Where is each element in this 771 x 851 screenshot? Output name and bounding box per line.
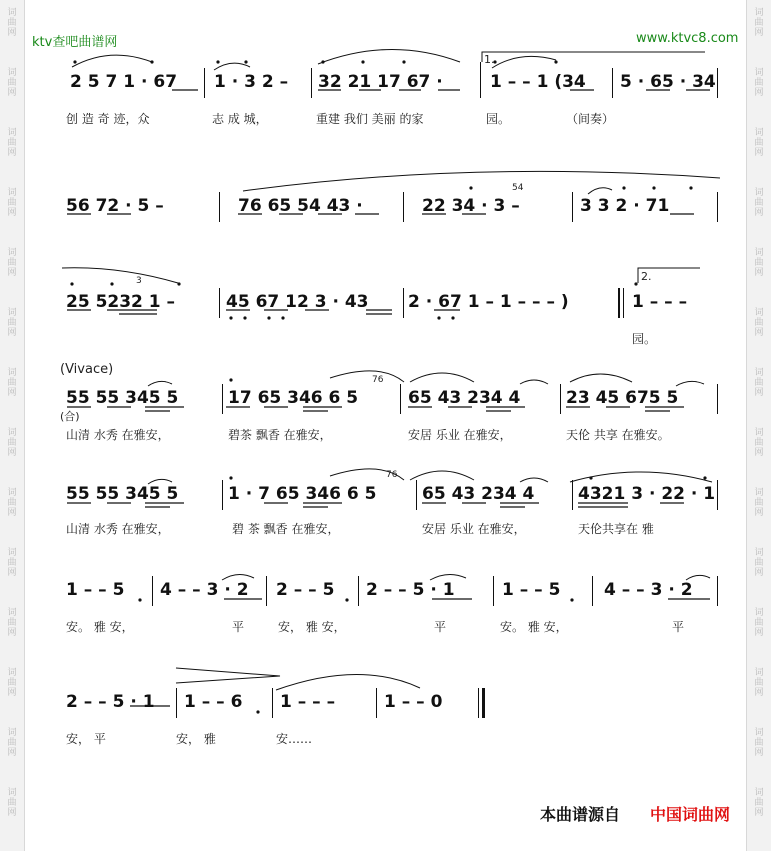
- bar-line: [219, 288, 220, 318]
- source-site-link[interactable]: 中国词曲网: [650, 805, 731, 824]
- note-group: 17 65 346 6 5: [228, 388, 359, 408]
- watermark-text: 词 曲 网: [754, 128, 764, 158]
- lyric: 重建 我们 美丽 的家: [316, 112, 424, 126]
- lyric: 安居 乐业 在雅安，: [408, 428, 512, 442]
- note-group: 4 – – 3 · 2: [160, 580, 249, 600]
- bar-line: [717, 576, 718, 606]
- bar-line: [403, 288, 404, 318]
- bar-line: [222, 384, 223, 414]
- lyric: 安。 雅 安，: [500, 620, 568, 634]
- grace-note: 76: [372, 375, 384, 385]
- note-group: 45 67 12 3 · 43: [226, 292, 369, 312]
- watermark-text: 词 曲 网: [754, 8, 764, 38]
- lyric: 平: [232, 620, 245, 634]
- grace-note: 54: [512, 183, 524, 193]
- note-group: 2 · 67 1 – 1 – – – ): [408, 292, 569, 312]
- watermark-text: 词 曲 网: [754, 668, 764, 698]
- bar-line: [358, 576, 359, 606]
- note-group: 55 55 345 5: [66, 484, 179, 504]
- note-group: 55 55 345 5: [66, 388, 179, 408]
- note-group: 4 – – 3 · 2: [604, 580, 693, 600]
- lyric: 山清 水秀 在雅安，: [66, 522, 170, 536]
- bar-line: [480, 62, 481, 98]
- bar-line: [222, 480, 223, 510]
- lyric: 创 造 奇 迹，众: [66, 112, 150, 126]
- watermark-text: 词 曲 网: [754, 428, 764, 458]
- note-group: 3 3 2 · 71: [580, 196, 670, 216]
- watermark-text: 词 曲 网: [754, 68, 764, 98]
- site-link-right[interactable]: www.ktvc8.com: [636, 31, 739, 46]
- lyric: 天伦共享在 雅: [578, 522, 654, 536]
- note-group: 5 · 65 · 34: [620, 72, 716, 92]
- note-group: 23 45 675 5: [566, 388, 679, 408]
- lyric: 志 成 城，: [212, 112, 268, 126]
- lyric: 安。 雅 安，: [66, 620, 134, 634]
- note-group: 2 – – 5 · 1: [366, 580, 455, 600]
- note-group: 1 – – –: [632, 292, 688, 312]
- note-group: 2 – – 5: [276, 580, 335, 600]
- bar-line: [572, 192, 573, 222]
- watermark-text: 词 曲 网: [754, 488, 764, 518]
- watermark-text: 词 曲 网: [754, 608, 764, 638]
- bar-line: [717, 384, 718, 414]
- bar-line: [266, 576, 267, 606]
- note-group: 1 – – 1 (34: [490, 72, 586, 92]
- note-group: 65 43 234 4: [422, 484, 535, 504]
- bar-line: [204, 68, 205, 98]
- lyric: 园。: [486, 112, 511, 126]
- watermark-text: 词 曲 网: [7, 788, 17, 818]
- note-group: 4321 3 · 22 · 1: [578, 484, 716, 504]
- watermark-text: 词 曲 网: [7, 428, 17, 458]
- note-group: 1 · 7 65 346 6 5: [228, 484, 377, 504]
- watermark-text: 词 曲 网: [754, 728, 764, 758]
- note-group: 1 · 3 2 –: [214, 72, 289, 92]
- watermark-text: 词 曲 网: [7, 8, 17, 38]
- repeat-bar: [623, 288, 624, 318]
- bar-line: [400, 384, 401, 414]
- watermark-text: 词 曲 网: [7, 728, 17, 758]
- note-group: 76 65 54 43 ·: [238, 196, 363, 216]
- lyric: 山清 水秀 在雅安，: [66, 428, 170, 442]
- bar-line: [572, 480, 573, 510]
- lyric: 安， 雅: [176, 732, 216, 746]
- watermark-text: 词 曲 网: [7, 128, 17, 158]
- lyric: 天伦 共享 在雅安。: [566, 428, 670, 442]
- note-group: 2 5 7 1 · 67: [70, 72, 178, 92]
- lyric: 安， 平: [66, 732, 106, 746]
- lyric: 安……: [276, 732, 313, 746]
- bar-line: [612, 68, 613, 98]
- note-group: 25 5232 1 –: [66, 292, 176, 312]
- watermark-text: 词 曲 网: [7, 248, 17, 278]
- watermark-text: 词 曲 网: [7, 548, 17, 578]
- source-label: 本曲谱源自: [540, 805, 621, 824]
- lyric: 园。: [632, 332, 657, 346]
- bar-line: [376, 688, 377, 718]
- watermark-text: 词 曲 网: [754, 548, 764, 578]
- watermark-text: 词 曲 网: [754, 788, 764, 818]
- bar-line: [416, 480, 417, 510]
- end-bar: [482, 688, 485, 718]
- watermark-text: 词 曲 网: [7, 188, 17, 218]
- lyric: 碧 茶 飘香 在雅安，: [232, 522, 340, 536]
- bar-line: [717, 480, 718, 510]
- watermark-text: 词 曲 网: [7, 488, 17, 518]
- grace-note: 3: [136, 276, 142, 286]
- bar-line: [311, 68, 312, 98]
- lyric: 平: [672, 620, 685, 634]
- bar-line: [717, 68, 718, 98]
- volta-2-label: 2.: [641, 270, 652, 283]
- note-group: 1 – – –: [280, 692, 336, 712]
- watermark-text: 词 曲 网: [7, 68, 17, 98]
- site-link-left[interactable]: ktv查吧曲谱网: [32, 35, 118, 50]
- watermark-text: 词 曲 网: [7, 308, 17, 338]
- note-group: 2 – – 5 · 1: [66, 692, 155, 712]
- note-group: 56 72 · 5 –: [66, 196, 164, 216]
- bar-line: [493, 576, 494, 606]
- note-group: 65 43 234 4: [408, 388, 521, 408]
- watermark-text: 词 曲 网: [754, 248, 764, 278]
- bar-line: [219, 192, 220, 222]
- bar-line: [592, 576, 593, 606]
- volta-1-label: 1.: [484, 53, 495, 66]
- note-group: 22 34 · 3 –: [422, 196, 520, 216]
- bar-line: [560, 384, 561, 414]
- lyric: 平: [434, 620, 447, 634]
- note-group: 1 – – 6: [184, 692, 243, 712]
- watermark-text: 词 曲 网: [7, 668, 17, 698]
- watermark-text: 词 曲 网: [7, 608, 17, 638]
- bar-line: [717, 192, 718, 222]
- tempo-marking: (Vivace): [60, 362, 114, 377]
- lyric: 安居 乐业 在雅安，: [422, 522, 526, 536]
- bar-line: [152, 576, 153, 606]
- lyric: （间奏）: [566, 112, 615, 126]
- chorus-mark: (合): [60, 410, 80, 423]
- watermark-text: 词 曲 网: [7, 368, 17, 398]
- bar-line: [403, 192, 404, 222]
- note-group: 1 – – 0: [384, 692, 443, 712]
- note-group: 1 – – 5: [66, 580, 125, 600]
- bar-line: [176, 688, 177, 718]
- note-group: 32 21 17 67 ·: [318, 72, 443, 92]
- lyric: 碧茶 飘香 在雅安，: [228, 428, 332, 442]
- bar-line: [272, 688, 273, 718]
- note-group: 1 – – 5: [502, 580, 561, 600]
- watermark-text: 词 曲 网: [754, 308, 764, 338]
- repeat-bar: [618, 288, 620, 318]
- lyric: 安， 雅 安，: [278, 620, 346, 634]
- watermark-text: 词 曲 网: [754, 188, 764, 218]
- grace-note: 76: [386, 470, 398, 480]
- watermark-text: 词 曲 网: [754, 368, 764, 398]
- end-bar: [478, 688, 479, 718]
